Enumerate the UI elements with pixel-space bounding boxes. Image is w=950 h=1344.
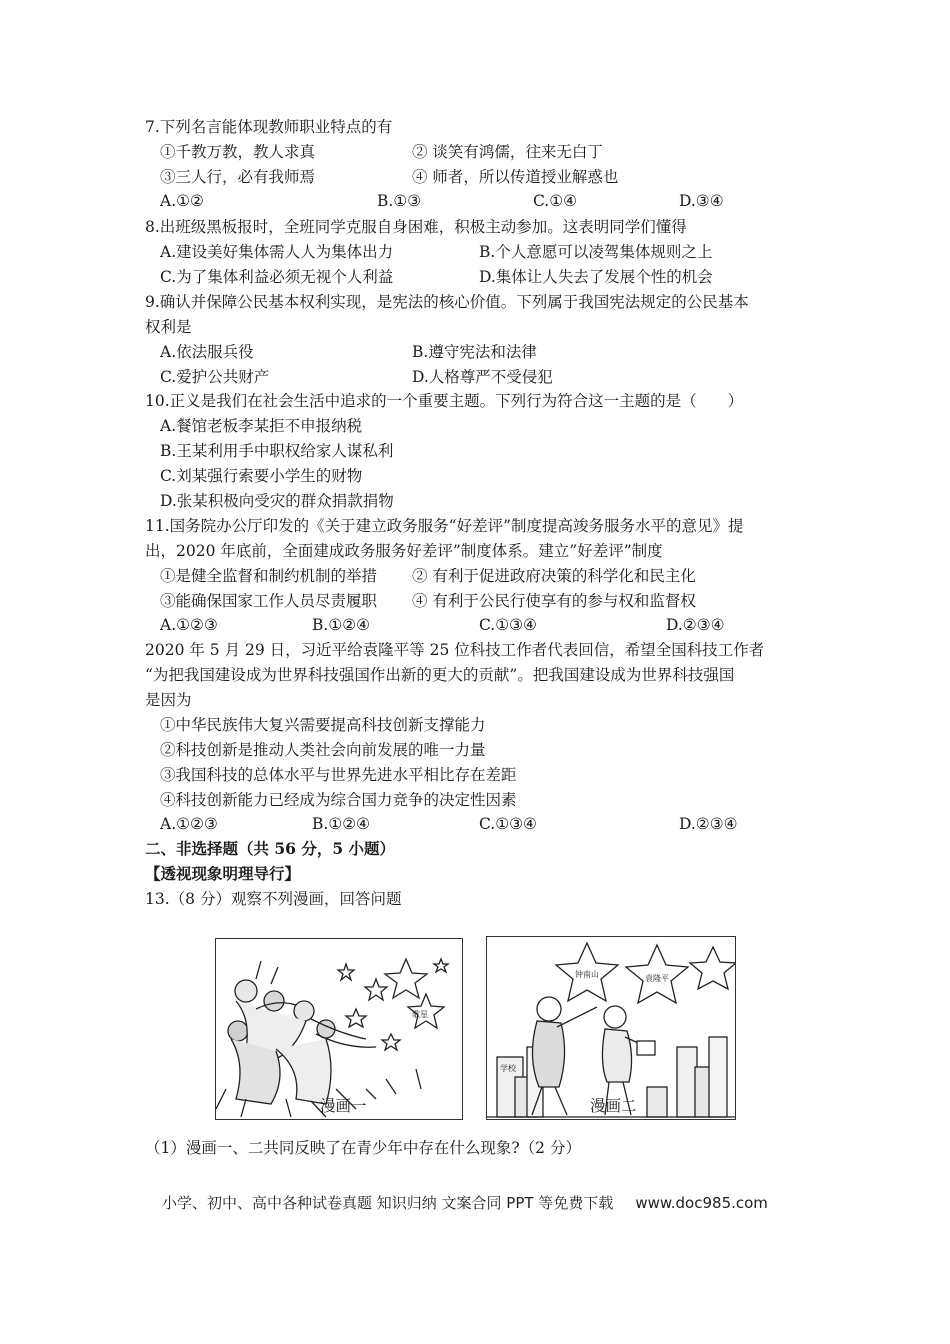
q12-item-4: ④科技创新能力已经成为综合国力竞争的决定性因素 — [160, 791, 517, 809]
q11-item-4: ④ 有利于公民行使享有的参与权和监督权 — [412, 592, 696, 610]
q12-item-1: ①中华民族伟大复兴需要提高科技创新支撑能力 — [160, 716, 486, 734]
q8-stem: 8.出班级黑板报时，全班同学克服自身困难，积极主动参加。这表明同学们懂得 — [145, 218, 687, 236]
q10-option-d: D.张某积极向受灾的群众捐款捐物 — [160, 492, 394, 510]
q9-stem-line1: 9.确认并保障公民基本权利实现，是宪法的核心价值。下列属于我国宪法规定的公民基本 — [145, 293, 749, 311]
q11-option-d: D.②③④ — [666, 616, 725, 634]
q8-option-d: D.集体让人失去了发展个性的机会 — [479, 268, 713, 286]
q11-item-3: ③能确保国家工作人员尽责履职 — [160, 592, 378, 610]
q9-option-a: A.依法服兵役 — [160, 343, 254, 361]
q9-option-c: C.爱护公共财产 — [160, 368, 270, 386]
q7-option-a: A.①② — [160, 192, 204, 210]
q12-stem-line1: 2020 年 5 月 29 日，习近平给袁隆平等 25 位科技工作者代表回信，希望全国科技工作者 — [145, 641, 765, 659]
q12-option-d: D.②③④ — [679, 815, 738, 833]
q13-stem: 13.（8 分）观察不列漫画，回答问题 — [145, 890, 402, 908]
q11-option-a: A.①②③ — [160, 616, 218, 634]
q12-stem-line3: 是因为 — [145, 691, 192, 709]
comic-two-image — [486, 936, 736, 1120]
q9-option-d: D.人格尊严不受侵犯 — [412, 368, 553, 386]
q11-item-1: ①是健全监督和制约机制的举措 — [160, 567, 378, 585]
comic-one-drawing — [216, 939, 462, 1119]
q12-item-2: ②科技创新是推动人类社会向前发展的唯一力量 — [160, 741, 486, 759]
q7-stem: 7.下列名言能体现教师职业特点的有 — [145, 118, 393, 136]
q7-option-c: C.①④ — [533, 192, 578, 210]
q8-option-c: C.为了集体利益必须无视个人利益 — [160, 268, 394, 286]
q11-item-2: ② 有利于促进政府决策的科学化和民主化 — [412, 567, 696, 585]
section2-subtitle: 【透视现象明理导行】 — [145, 864, 301, 883]
q7-item-2: ② 谈笑有鸿儒，往来无白丁 — [412, 143, 603, 161]
q10-option-c: C.刘某强行索要小学生的财物 — [160, 467, 363, 485]
q8-option-a: A.建设美好集体需人人为集体出力 — [160, 243, 394, 261]
section2-title: 二、非选择题（共 56 分，5 小题） — [145, 839, 396, 858]
q11-stem-line1: 11.国务院办公厅印发的《关于建立政务服务“好差评”制度提高竣务服务水平的意见》提 — [145, 517, 744, 535]
q10-option-a: A.餐馆老板李某拒不申报纳税 — [160, 417, 363, 435]
q9-option-b: B.遵守宪法和法律 — [412, 343, 537, 361]
comic-one-star-label: 歌星 — [412, 1010, 428, 1019]
q7-item-3: ③三人行，必有我师焉 — [160, 168, 316, 186]
comic-two-star-label-2: 袁隆平 — [645, 974, 669, 983]
q10-stem: 10.正义是我们在社会生活中追求的一个重要主题。下列行为符合这一主题的是（ ） — [145, 392, 744, 410]
footer-url[interactable]: www.doc985.com — [635, 1194, 768, 1212]
q10-option-b: B.王某利用手中职权给家人谋私利 — [160, 442, 394, 460]
q11-option-b: B.①②④ — [312, 616, 371, 634]
q7-item-4: ④ 师者，所以传道授业解惑也 — [412, 168, 619, 186]
q13-sub1: （1）漫画一、二共同反映了在青少年中存在什么现象?（2 分） — [145, 1139, 581, 1157]
comic-two-star-label-1: 钟南山 — [575, 970, 599, 979]
q7-item-1: ①千教万教，教人求真 — [160, 143, 316, 161]
q12-item-3: ③我国科技的总体水平与世界先进水平相比存在差距 — [160, 766, 517, 784]
comic-one-caption: 漫画一 — [320, 1097, 367, 1115]
comic-one-image — [215, 938, 463, 1120]
q12-option-b: B.①②④ — [312, 815, 371, 833]
comic-two-drawing — [487, 937, 735, 1119]
comic-two-building-label: 学校 — [500, 1064, 516, 1073]
q12-option-c: C.①③④ — [479, 815, 537, 833]
q9-stem-line2: 权利是 — [145, 318, 192, 336]
q11-option-c: C.①③④ — [479, 616, 537, 634]
q12-option-a: A.①②③ — [160, 815, 218, 833]
q7-option-b: B.①③ — [377, 192, 422, 210]
q11-stem-line2: 出，2020 年底前，全面建成政务服务好差评”制度体系。建立”好差评”制度 — [145, 542, 663, 560]
q12-stem-line2: “为把我国建设成为世界科技强国作出新的更大的贡献”。把我国建设成为世界科技强国 — [145, 666, 735, 684]
page-footer — [162, 1193, 768, 1213]
q8-option-b: B.个人意愿可以凌驾集体规则之上 — [479, 243, 713, 261]
footer-text: 小学、初中、高中各种试卷真题 知识归纳 文案合同 PPT 等免费下载 — [162, 1194, 614, 1212]
comic-two-caption: 漫画二 — [590, 1097, 637, 1115]
q7-option-d: D.③④ — [679, 192, 724, 210]
